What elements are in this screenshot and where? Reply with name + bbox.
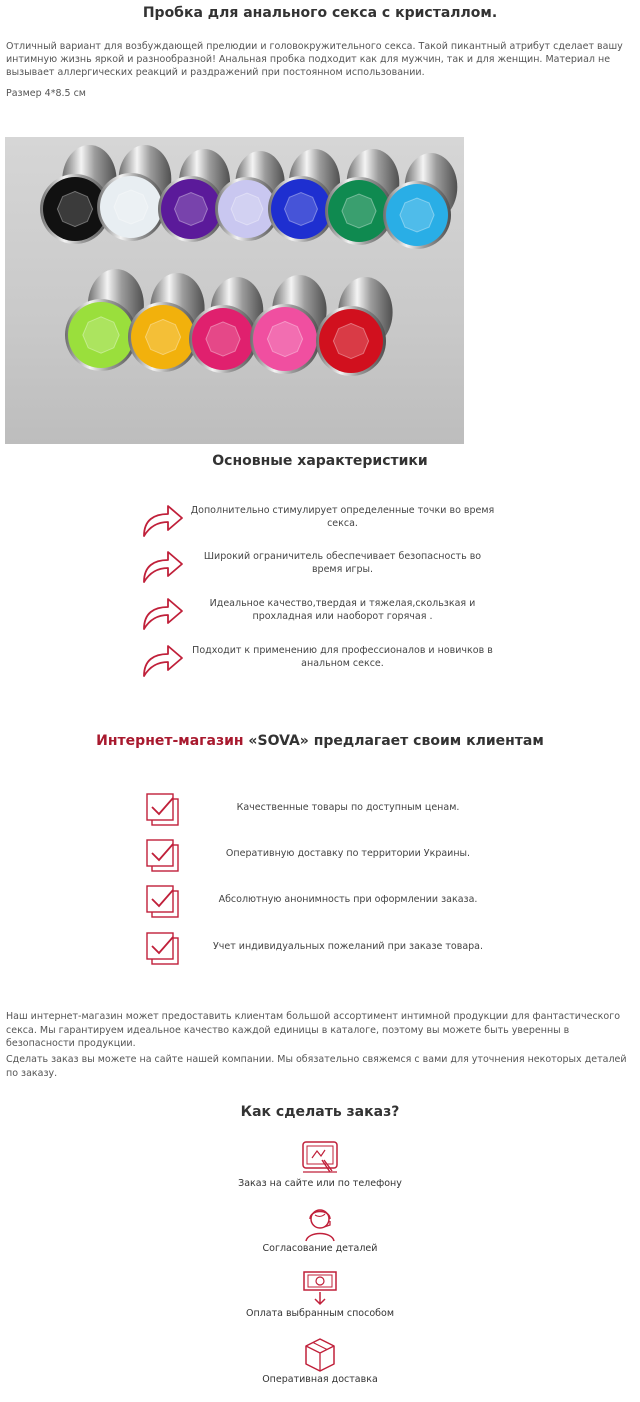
checkbox-icon <box>143 929 183 969</box>
tablet-order-icon <box>300 1138 340 1178</box>
feature-item <box>140 640 510 682</box>
operator-headset-icon <box>300 1203 340 1243</box>
product-description: Отличный вариант для возбуждающей прелюдии и головокружительного секса. Такой пикантный атрибут сделает вашу интимную жизнь яркой и разнообразной! Анальная пробка подходит как для мужчин, так и для женщин. Материал не вызывает аллергических реакций и раздражений при постоянном использовании. <box>6 41 623 78</box>
product-size: Размер 4*8.5 см <box>6 88 86 99</box>
feature-text: Подходит к применению для профессионалов и новичков в анальном сексе. <box>192 645 493 669</box>
arrow-forward-icon <box>140 640 186 680</box>
feature-text: Широкий ограничитель обеспечивает безопасность во время игры. <box>203 551 482 575</box>
order-step-label: Заказ на сайте или по телефону <box>238 1178 402 1189</box>
order-paragraph: Сделать заказ вы можете на сайте нашей компании. Мы обязательно свяжемся с вами для уточнения некоторых деталей по заказу. <box>6 1054 627 1079</box>
feature-item <box>140 593 510 635</box>
page-title: Пробка для анального секса с кристаллом. <box>142 5 498 21</box>
how-to-order-title: Как сделать заказ? <box>240 1104 400 1120</box>
checkbox-icon <box>143 882 183 922</box>
feature-text: Дополнительно стимулирует определенные точки во время секса. <box>190 505 495 529</box>
money-payment-icon <box>300 1268 340 1308</box>
advantage-text: Оперативную доставку по территории Украины. <box>225 848 471 859</box>
order-step <box>0 1138 640 1189</box>
advantage-text: Качественные товары по доступным ценам. <box>236 802 460 813</box>
advantages-title <box>0 733 640 749</box>
arrow-forward-icon <box>140 546 186 586</box>
advantage-item <box>143 929 543 969</box>
feature-text: Идеальное качество,твердая и тяжелая,скользкая и прохладная или наоборот горячая . <box>209 598 476 622</box>
checkbox-icon <box>143 836 183 876</box>
advantage-item <box>143 836 543 876</box>
advantage-text: Абсолютную анонимность при оформлении заказа. <box>218 894 478 905</box>
order-step-label: Оплата выбранным способом <box>246 1308 394 1319</box>
order-step-label: Оперативная доставка <box>262 1374 378 1385</box>
arrow-forward-icon <box>140 593 186 633</box>
assortment-paragraph: Наш интернет-магазин может предоставить клиентам большой ассортимент интимной продукции для фантастического секса. Мы гарантируем идеальное качество каждой единицы в каталоге, поэтому вы можете быть уверенны в безопасности продукции. <box>6 1011 621 1049</box>
shop-brand-name: Интернет-магазин <box>96 733 244 749</box>
delivery-box-icon <box>300 1334 340 1374</box>
order-step <box>0 1268 640 1319</box>
product-photo <box>5 137 464 444</box>
feature-item <box>140 546 510 588</box>
advantage-text: Учет индивидуальных пожеланий при заказе товара. <box>212 941 484 952</box>
order-step <box>0 1334 640 1385</box>
checkbox-icon <box>143 790 183 830</box>
order-step-label: Согласование деталей <box>262 1243 378 1254</box>
advantage-item <box>143 790 543 830</box>
order-step <box>0 1203 640 1254</box>
feature-item <box>140 500 510 542</box>
plug-gem <box>250 275 327 374</box>
arrow-forward-icon <box>140 500 186 540</box>
advantages-title-rest: «SOVA» предлагает своим клиентам <box>243 733 544 749</box>
plug-gem <box>65 269 144 371</box>
features-title: Основные характеристики <box>212 453 428 469</box>
plug-gem <box>316 277 393 376</box>
advantage-item <box>143 882 543 922</box>
